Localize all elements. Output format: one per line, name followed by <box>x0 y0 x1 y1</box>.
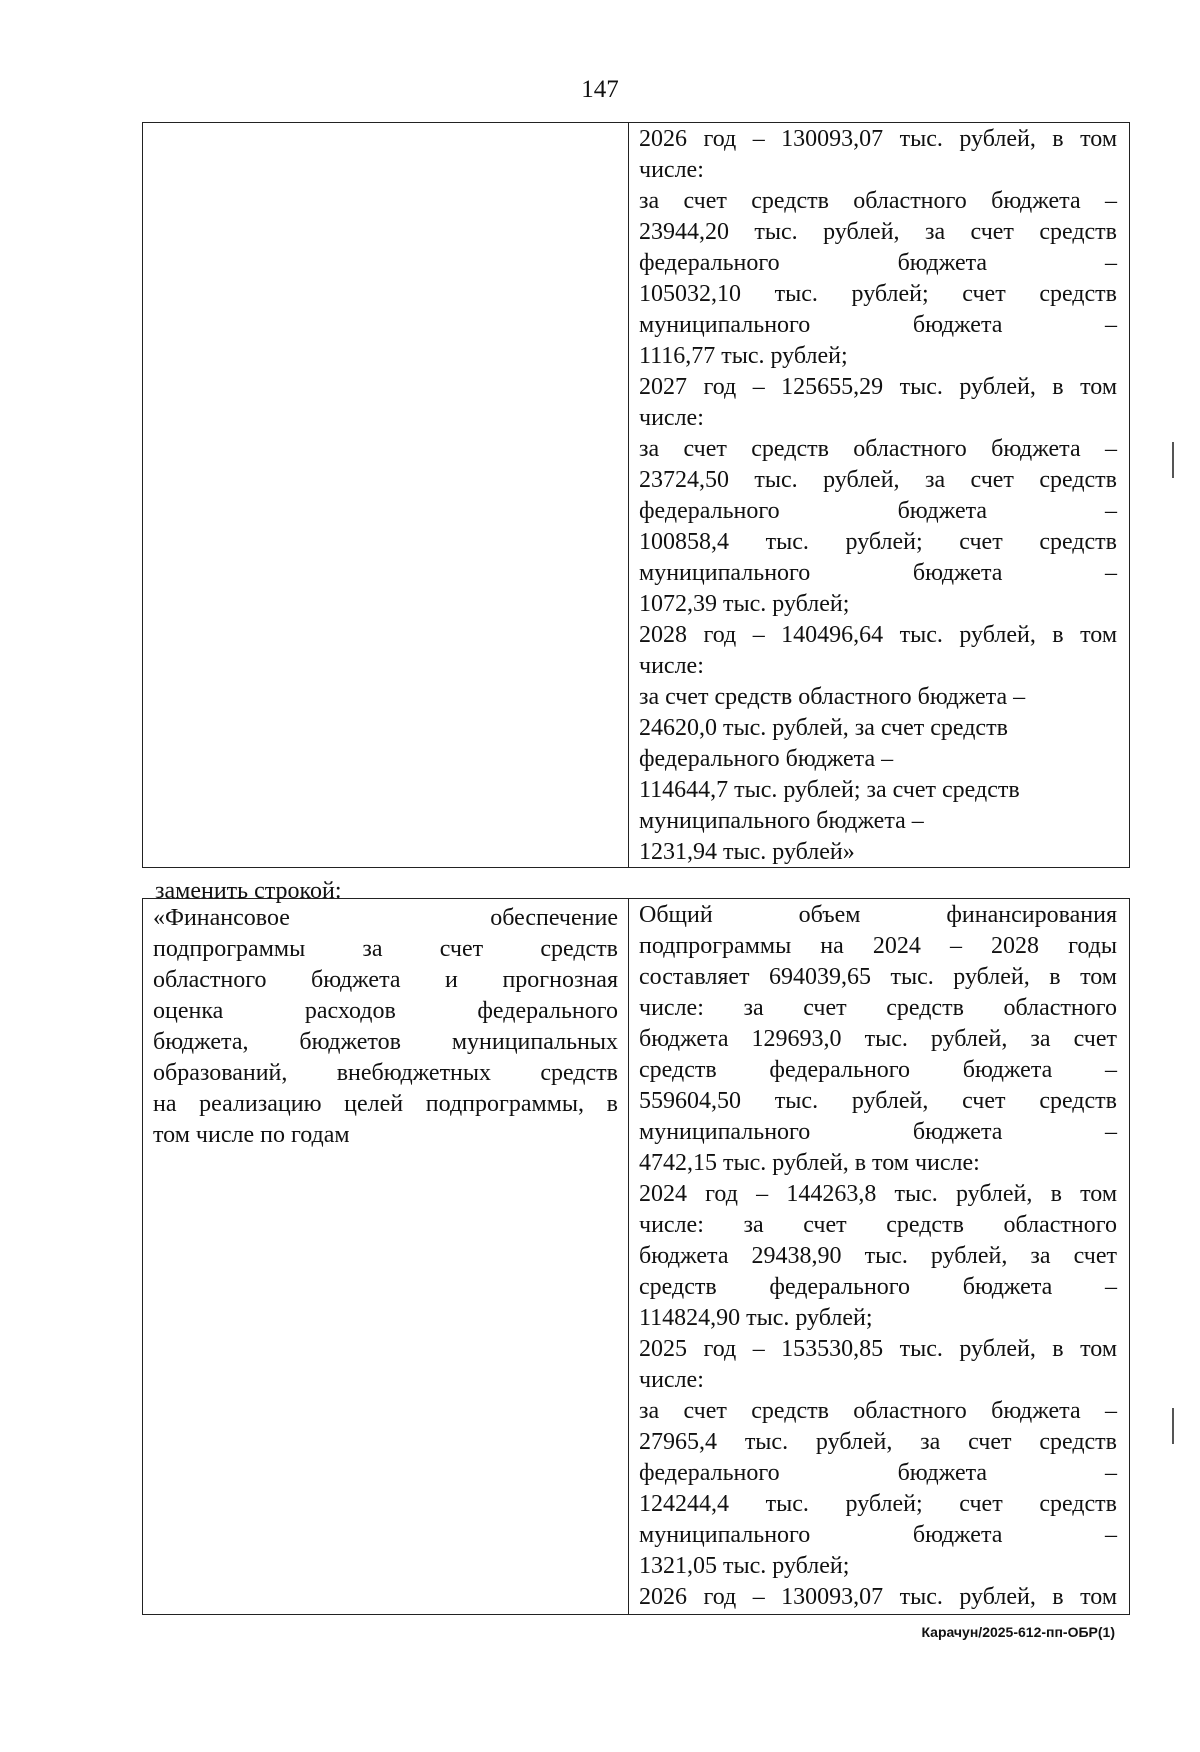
table-continuation <box>142 122 1130 868</box>
text-line: 24620,0 тыс. рублей, за счет средств <box>639 715 1008 741</box>
text-line: федерального бюджета – <box>639 1460 1117 1486</box>
text-line: 114824,90 тыс. рублей; <box>639 1305 873 1331</box>
text-line: за счет средств областного бюджета – <box>639 436 1117 462</box>
replace-instruction: заменить строкой: <box>155 878 342 904</box>
text-line: 4742,15 тыс. рублей, в том числе: <box>639 1150 980 1176</box>
margin-mark <box>1172 442 1174 478</box>
text-line: муниципального бюджета – <box>639 312 1117 338</box>
text-line: 2026 год – 130093,07 тыс. рублей, в том <box>639 126 1117 152</box>
text-line: областного бюджета и прогнозная <box>153 967 618 993</box>
text-line: 1116,77 тыс. рублей; <box>639 343 848 369</box>
text-line: за счет средств областного бюджета – <box>639 684 1026 710</box>
page-number: 147 <box>581 76 619 103</box>
text-line: федерального бюджета – <box>639 498 1117 524</box>
financing-text-old <box>639 124 1117 868</box>
text-line: 100858,4 тыс. рублей; счет средств <box>639 529 1117 555</box>
text-line: 23724,50 тыс. рублей, за счет средств <box>639 467 1117 493</box>
text-line: муниципального бюджета – <box>639 808 924 834</box>
margin-mark <box>1172 1408 1174 1444</box>
text-line: образований, внебюджетных средств <box>153 1060 618 1086</box>
text-line: 1231,94 тыс. рублей» <box>639 839 855 865</box>
document-reference: Карачун/2025-612-пп-ОБР(1) <box>921 1624 1115 1640</box>
text-line: муниципального бюджета – <box>639 560 1117 586</box>
text-line: 2026 год – 130093,07 тыс. рублей, в том <box>639 1584 1117 1610</box>
text-line: оценка расходов федерального <box>153 998 618 1024</box>
table-continuation-left-cell <box>143 123 629 867</box>
text-line: числе: за счет средств областного <box>639 1212 1117 1238</box>
text-line: 114644,7 тыс. рублей; за счет средств <box>639 777 1020 803</box>
text-line: 2025 год – 153530,85 тыс. рублей, в том <box>639 1336 1117 1362</box>
table-replacement-right-cell <box>629 899 1129 1614</box>
text-line: числе: <box>639 653 704 679</box>
text-line: числе: <box>639 157 704 183</box>
text-line: 2027 год – 125655,29 тыс. рублей, в том <box>639 374 1117 400</box>
text-line: «Финансовое обеспечение <box>153 905 618 931</box>
text-line: бюджета 129693,0 тыс. рублей, за счет <box>639 1026 1117 1052</box>
financing-text-new <box>639 900 1117 1613</box>
text-line: бюджета 29438,90 тыс. рублей, за счет <box>639 1243 1117 1269</box>
text-line: средств федерального бюджета – <box>639 1274 1117 1300</box>
table-continuation-right-cell <box>629 123 1129 867</box>
text-line: 124244,4 тыс. рублей; счет средств <box>639 1491 1117 1517</box>
text-line: подпрограммы за счет средств <box>153 936 618 962</box>
text-line: том числе по годам <box>153 1122 350 1148</box>
text-line: Общий объем финансирования <box>639 902 1117 928</box>
financing-label <box>153 903 618 1151</box>
text-line: федерального бюджета – <box>639 250 1117 276</box>
text-line: муниципального бюджета – <box>639 1522 1117 1548</box>
text-line: числе: <box>639 1367 704 1393</box>
text-line: 23944,20 тыс. рублей, за счет средств <box>639 219 1117 245</box>
text-line: бюджета, бюджетов муниципальных <box>153 1029 618 1055</box>
text-line: 2028 год – 140496,64 тыс. рублей, в том <box>639 622 1117 648</box>
table-replacement-left-cell <box>143 899 629 1614</box>
table-replacement <box>142 898 1130 1615</box>
text-line: за счет средств областного бюджета – <box>639 188 1117 214</box>
text-line: муниципального бюджета – <box>639 1119 1117 1145</box>
text-line: числе: за счет средств областного <box>639 995 1117 1021</box>
text-line: федерального бюджета – <box>639 746 894 772</box>
text-line: числе: <box>639 405 704 431</box>
text-line: 1321,05 тыс. рублей; <box>639 1553 850 1579</box>
text-line: составляет 694039,65 тыс. рублей, в том <box>639 964 1117 990</box>
text-line: 1072,39 тыс. рублей; <box>639 591 850 617</box>
text-line: подпрограммы на 2024 – 2028 годы <box>639 933 1117 959</box>
text-line: средств федерального бюджета – <box>639 1057 1117 1083</box>
text-line: 105032,10 тыс. рублей; счет средств <box>639 281 1117 307</box>
text-line: 559604,50 тыс. рублей, счет средств <box>639 1088 1117 1114</box>
text-line: на реализацию целей подпрограммы, в <box>153 1091 618 1117</box>
text-line: за счет средств областного бюджета – <box>639 1398 1117 1424</box>
text-line: 2024 год – 144263,8 тыс. рублей, в том <box>639 1181 1117 1207</box>
text-line: 27965,4 тыс. рублей, за счет средств <box>639 1429 1117 1455</box>
